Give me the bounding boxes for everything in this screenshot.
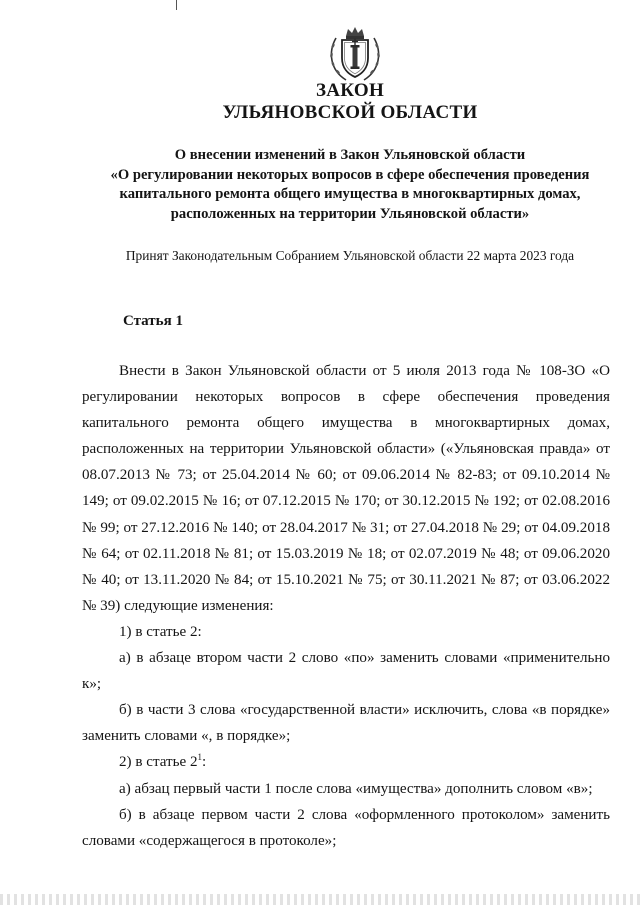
adoption-note: Принят Законодательным Собранием Ульяновской области 22 марта 2023 года [125, 248, 575, 263]
scan-bottom-edge [0, 894, 640, 905]
article-heading: Статья 1 [123, 313, 183, 329]
law-subject-line-3: капитального ремонта общего имущества в многоквартирных домах, [119, 186, 581, 203]
law-subject [60, 146, 640, 224]
law-title-line-2: УЛЬЯНОВСКОЙ ОБЛАСТИ [222, 102, 478, 123]
law-subject-line-2: «О регулировании некоторых вопросов в сфере обеспечения проведения [110, 166, 590, 183]
article-body [82, 358, 610, 854]
amendment-item-2b: б) в абзаце первом части 2 слова «оформленного протоколом» заменить словами «содержащегося в протоколе»; [82, 806, 610, 849]
amendment-item-1a: а) в абзаце втором части 2 слово «по» заменить словами «применительно к»; [82, 650, 610, 693]
amendment-item-2-superscript: 1 [197, 752, 203, 763]
law-subject-line-1: О внесении изменений в Закон Ульяновской области [174, 147, 526, 163]
law-subject-line-4: расположенных на территории Ульяновской области» [170, 205, 530, 222]
scan-artifact [176, 0, 177, 10]
amendment-item-2a: а) абзац первый части 1 после слова «имущества» дополнить словом «в»; [119, 780, 593, 797]
ulyanovsk-coat-of-arms-icon [326, 24, 384, 84]
amendment-item-2-text: 2) в статье 2 [119, 754, 198, 771]
amendment-item-2-colon: : [202, 754, 207, 771]
law-title-line-1: ЗАКОН [315, 80, 385, 101]
law-title [0, 80, 640, 124]
amendment-item-2 [82, 749, 610, 775]
amendment-item-1: 1) в статье 2: [119, 623, 202, 640]
amendment-item-1b: б) в части 3 слова «государственной власти» исключить, слова «в порядке» заменить словами «, в порядке»; [82, 702, 610, 745]
article-intro-paragraph: Внести в Закон Ульяновской области от 5 июля 2013 года № 108-ЗО «О регулировании некоторых вопросов в сфере обеспечения проведения капитального ремонта общего имущества в многоквартирных домах, расположенных на территории Ульяновской области» («Ульяновская правда» от 08.07.2013 № 73; от 25.04.2014 № 60; от 09.06.2014 № 82-83; от 09.10.2014 № 149; от 09.02.2015 № 16; от 07.12.2015 № 170; от 30.12.2015 № 192; от 02.08.2016 № 99; от 27.12.2016 № 140; от 28.04.2017 № 31; от 27.04.2018 № 29; от 04.09.2018 № 64; от 02.11.2018 № 81; от 15.03.2019 № 18; от 02.07.2019 № 48; от 09.06.2020 № 40; от 13.11.2020 № 84; от 15.10.2021 № 75; от 30.11.2021 № 87; от 03.06.2022 № 39) следующие изменения: [82, 363, 610, 614]
